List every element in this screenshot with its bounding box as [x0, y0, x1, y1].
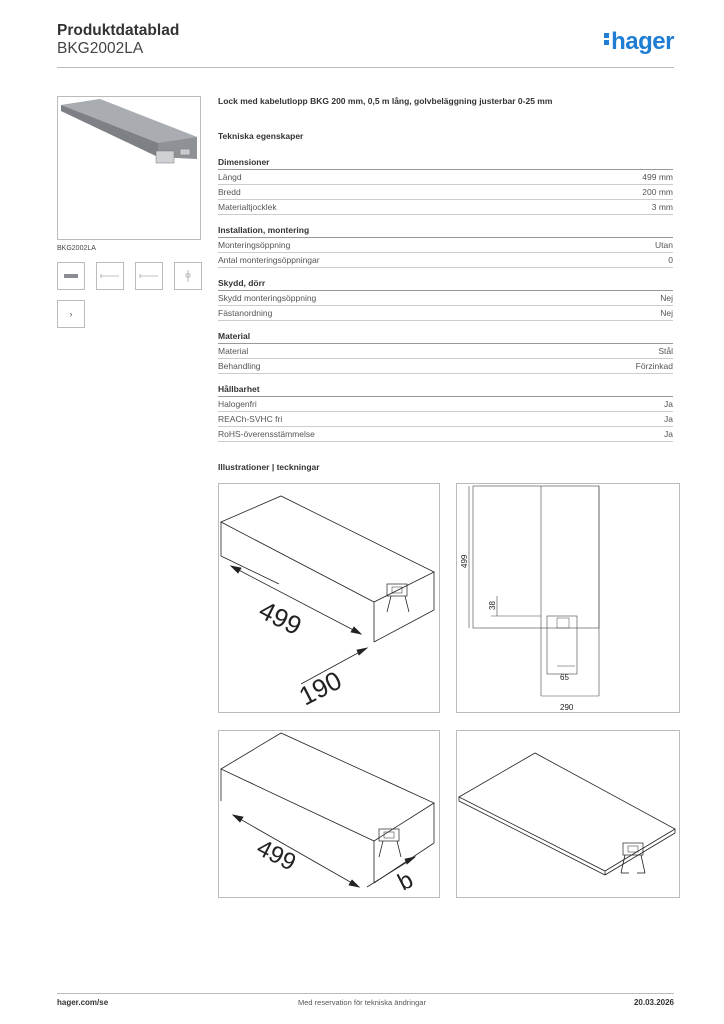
flat-cover-drawing: [457, 731, 679, 897]
spec-label: Material: [218, 346, 249, 356]
thumbnail-drawing-icon: [97, 263, 123, 289]
spec-label: REACh-SVHC fri: [218, 414, 283, 424]
footer-disclaimer: Med reservation för tekniska ändringar: [298, 998, 426, 1007]
spec-group-installation: [218, 224, 673, 268]
tech-heading: Tekniska egenskaper: [218, 131, 304, 141]
footer-divider: [57, 993, 674, 994]
spec-label: Behandling: [218, 361, 261, 371]
dimension-label: 190: [294, 664, 347, 712]
spec-value: Nej: [660, 308, 673, 318]
spec-label: Antal monteringsöppningar: [218, 255, 320, 265]
isometric-drawing: [219, 484, 439, 712]
dimension-label: 65: [560, 673, 569, 682]
dimension-label: 290: [560, 703, 574, 712]
spec-label: Materialtjocklek: [218, 202, 277, 212]
footer-website-link[interactable]: hager.com/se: [57, 998, 109, 1007]
spec-group-dimensions: [218, 156, 673, 215]
spec-row: [218, 291, 673, 306]
illustrations-heading: Illustrationer | teckningar: [218, 462, 320, 472]
spec-label: Längd: [218, 172, 242, 182]
dimension-label: 38: [488, 601, 497, 610]
spec-value: 3 mm: [651, 202, 673, 212]
page-title: Produktdatablad: [57, 22, 180, 39]
logo-colon-icon: [604, 31, 609, 47]
spec-label: RoHS-överensstämmelse: [218, 429, 315, 439]
drawing-flat-cover[interactable]: [456, 730, 680, 898]
spec-row: [218, 185, 673, 200]
thumbnail-drawing-icon: [136, 263, 162, 289]
product-photo[interactable]: [57, 96, 201, 240]
photo-caption: BKG2002LA: [57, 245, 96, 252]
spec-row: [218, 170, 673, 185]
product-description: Lock med kabelutlopp BKG 200 mm, 0,5 m lång, golvbeläggning justerbar 0-25 mm: [218, 96, 553, 106]
drawing-top-view[interactable]: [456, 483, 680, 713]
spec-row: [218, 344, 673, 359]
spec-group-protection: [218, 277, 673, 321]
dimension-label: 499: [254, 594, 307, 642]
spec-value: Ja: [664, 414, 673, 424]
thumbnail-drawing-2[interactable]: [135, 262, 163, 290]
spec-value: Förzinkad: [635, 361, 673, 371]
spec-group-title: Material: [218, 330, 673, 344]
spec-label: Bredd: [218, 187, 241, 197]
logo-text: hager: [611, 28, 674, 55]
dimension-label: 499: [460, 554, 469, 568]
spec-group-title: Hållbarhet: [218, 383, 673, 397]
top-view-drawing: [457, 484, 679, 712]
spec-group-title: Dimensioner: [218, 156, 673, 170]
thumbnail-photo[interactable]: [57, 262, 85, 290]
spec-value: Ja: [664, 399, 673, 409]
spec-value: 499 mm: [642, 172, 673, 182]
product-code: BKG2002LA: [57, 40, 144, 57]
spec-label: Halogenfri: [218, 399, 257, 409]
spec-row: [218, 397, 673, 412]
thumbnail-drawing-1[interactable]: [96, 262, 124, 290]
drawing-isometric-dimensions[interactable]: [218, 483, 440, 713]
spec-row: [218, 253, 673, 268]
dimension-label: 499: [252, 834, 301, 877]
spec-group-material: [218, 330, 673, 374]
spec-table: [218, 156, 673, 451]
spec-group-title: Skydd, dörr: [218, 277, 673, 291]
isometric-variable-drawing: [219, 731, 439, 897]
spec-group-sustainability: [218, 383, 673, 442]
dimension-label: b: [393, 866, 418, 897]
spec-row: [218, 238, 673, 253]
spec-row: [218, 427, 673, 442]
spec-value: Stål: [658, 346, 673, 356]
thumbnail-product-icon: [58, 263, 84, 289]
product-cover-image: [58, 97, 200, 239]
spec-value: 200 mm: [642, 187, 673, 197]
spec-label: Monteringsöppning: [218, 240, 291, 250]
spec-value: Nej: [660, 293, 673, 303]
spec-value: Utan: [655, 240, 673, 250]
spec-row: [218, 412, 673, 427]
spec-row: [218, 200, 673, 215]
thumbnail-drawing-icon: [175, 263, 201, 289]
spec-value: 0: [668, 255, 673, 265]
hager-logo[interactable]: [604, 28, 674, 56]
drawing-isometric-variable[interactable]: [218, 730, 440, 898]
footer-date: 20.03.2026: [633, 998, 674, 1007]
header-divider: [57, 67, 674, 68]
spec-row: [218, 359, 673, 374]
spec-row: [218, 306, 673, 321]
gallery-next-button[interactable]: ›: [57, 300, 85, 328]
spec-label: Skydd monteringsöppning: [218, 293, 317, 303]
spec-group-title: Installation, montering: [218, 224, 673, 238]
spec-value: Ja: [664, 429, 673, 439]
thumbnail-drawing-3[interactable]: [174, 262, 202, 290]
spec-label: Fästanordning: [218, 308, 273, 318]
